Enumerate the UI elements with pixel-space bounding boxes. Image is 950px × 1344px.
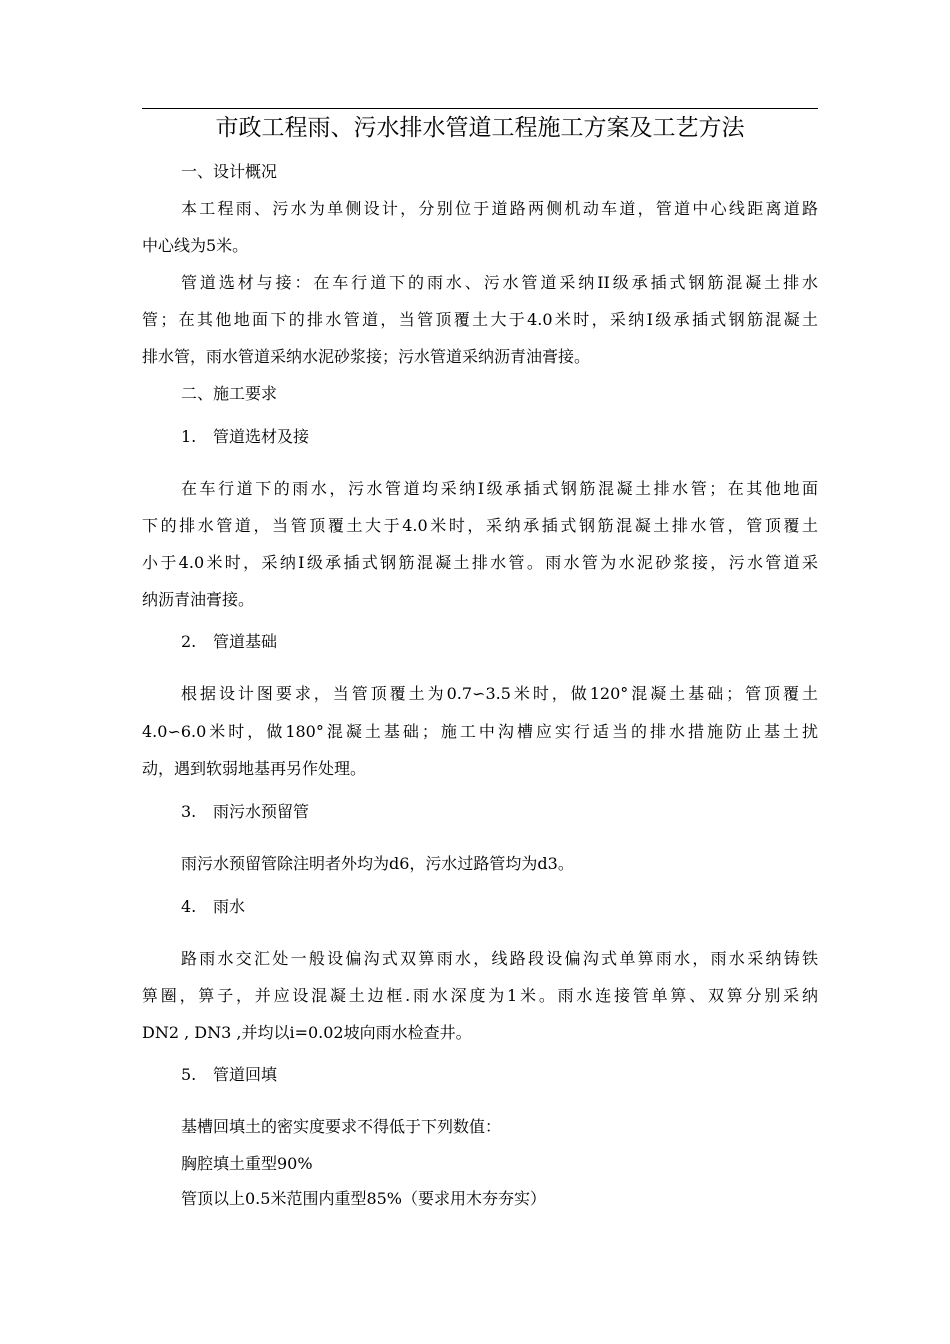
paragraph-6-line-1: 路雨水交汇处一般设偏沟式双箅雨水，线路段设偏沟式单箅雨水，雨水采纳铸铁 <box>181 949 818 968</box>
paragraph-5-line-1: 雨污水预留管除注明者外均为d6，污水过路管均为d3。 <box>181 854 574 873</box>
paragraph-4-line-3: 动，遇到软弱地基再另作处理。 <box>142 759 367 778</box>
list-item-5-label: 管道回填 <box>213 1065 278 1084</box>
list-item-1-label: 管道选材及接 <box>213 427 310 446</box>
paragraph-1-line-2: 中心线为5米。 <box>142 236 249 255</box>
paragraph-7-line-1: 基槽回填土的密实度要求不得低于下列数值： <box>181 1117 502 1136</box>
paragraph-3-line-4: 纳沥青油膏接。 <box>142 590 255 609</box>
paragraph-7-line-2: 胸腔填土重型90% <box>181 1154 313 1173</box>
list-item-4-label: 雨水 <box>213 897 246 916</box>
paragraph-3-line-2: 下的排水管道，当管顶覆土大于4.0米时，采纳承插式钢筋混凝土排水管，管顶覆土 <box>142 516 818 535</box>
section-heading-2: 二、施工要求 <box>181 384 278 403</box>
paragraph-3-line-3: 小于4.0米时，采纳I级承插式钢筋混凝土排水管。雨水管为水泥砂浆接，污水管道采 <box>142 553 818 572</box>
header-rule <box>142 108 818 109</box>
list-item-1-number: 1. <box>181 427 197 446</box>
paragraph-2-line-3: 排水管，雨水管道采纳水泥砂浆接；污水管道采纳沥青油膏接。 <box>142 347 591 366</box>
paragraph-2-line-2: 管；在其他地面下的排水管道，当管顶覆土大于4.0米时，采纳I级承插式钢筋混凝土 <box>142 310 818 329</box>
paragraph-1-line-1: 本工程雨、污水为单侧设计，分别位于道路两侧机动车道，管道中心线距离道路 <box>181 199 818 218</box>
paragraph-4-line-1: 根据设计图要求，当管顶覆土为0.7∽3.5米时，做120°混凝土基础；管顶覆土 <box>181 684 818 703</box>
list-item-2-label: 管道基础 <box>213 632 278 651</box>
paragraph-7-line-3: 管顶以上0.5米范围内重型85%（要求用木夯夯实） <box>181 1189 547 1208</box>
list-item-2-number: 2. <box>181 632 197 651</box>
list-item-5-number: 5. <box>181 1065 197 1084</box>
paragraph-4-line-2: 4.0∽6.0米时，做180°混凝土基础；施工中沟槽应实行适当的排水措施防止基土扰 <box>142 722 818 741</box>
paragraph-3-line-1: 在车行道下的雨水，污水管道均采纳I级承插式钢筋混凝土排水管；在其他地面 <box>181 479 818 498</box>
list-item-3-number: 3. <box>181 802 197 821</box>
section-heading-1: 一、设计概况 <box>181 162 278 181</box>
document-title: 市政工程雨、污水排水管道工程施工方案及工艺方法 <box>215 115 745 141</box>
list-item-3-label: 雨污水预留管 <box>213 802 310 821</box>
paragraph-6-line-3: DN2 , DN3 ,并均以i=0.02坡向雨水检查井。 <box>142 1023 472 1042</box>
paragraph-2-line-1: 管道选材与接：在车行道下的雨水、污水管道采纳II级承插式钢筋混凝土排水 <box>181 273 818 292</box>
paragraph-6-line-2: 箅圈，箅子，并应设混凝土边框.雨水深度为1米。雨水连接管单箅、双箅分别采纳 <box>142 986 818 1005</box>
list-item-4-number: 4. <box>181 897 197 916</box>
